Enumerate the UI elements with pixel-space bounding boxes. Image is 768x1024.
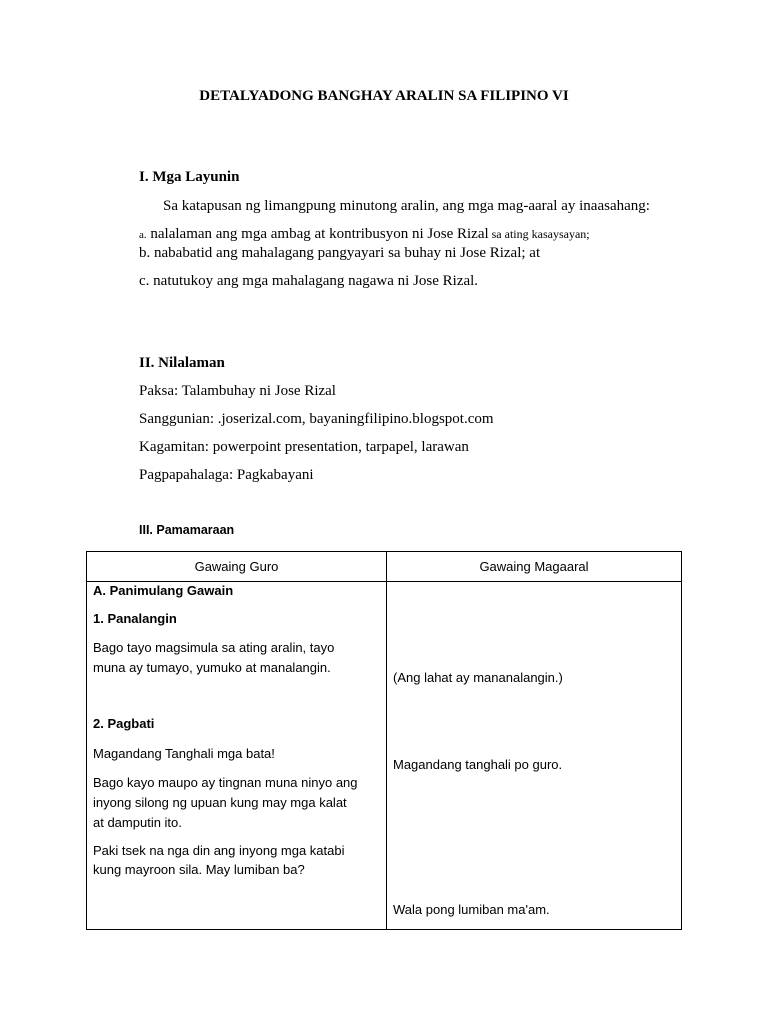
instruction-line-1: Bago kayo maupo ay tingnan muna ninyo ang [93, 775, 358, 790]
section-1-intro: Sa katapusan ng limangpung minutong aralin, ang mga mag-aaral ay inaasahang: [163, 198, 650, 214]
section-2-heading: II. Nilalaman [139, 355, 225, 371]
header-teacher-activity: Gawaing Guro [194, 559, 279, 574]
prayer-title: 1. Panalangin [93, 611, 177, 626]
content-topic: Paksa: Talambuhay ni Jose Rizal [139, 383, 336, 399]
objective-b: b. nababatid ang mahalagang pangyayari sa buhay ni Jose Rizal; at [139, 245, 541, 261]
greeting-title: 2. Pagbati [93, 716, 155, 731]
section-1-heading: I. Mga Layunin [139, 169, 240, 185]
procedure-table [86, 551, 682, 930]
student-response-attendance: Wala pong lumiban ma'am. [393, 902, 550, 917]
content-materials: Kagamitan: powerpoint presentation, tarpapel, larawan [139, 439, 469, 455]
prayer-line-1: Bago tayo magsimula sa ating aralin, tayo [93, 640, 335, 655]
content-references: Sanggunian: .joserizal.com, bayaningfilipino.blogspot.com [139, 411, 494, 427]
check-line-2: kung mayroon sila. May lumiban ba? [93, 862, 305, 877]
objective-a [139, 226, 590, 243]
instruction-line-3: at damputin ito. [93, 815, 182, 830]
objective-a-text: nalalaman ang mga ambag at kontribusyon ni Jose Rizal [146, 226, 489, 242]
objective-a-letter: a. [139, 229, 147, 241]
greeting-line: Magandang Tanghali mga bata! [93, 746, 275, 761]
section-3-heading: III. Pamamaraan [139, 523, 235, 537]
content-values: Pagpapahalaga: Pagkabayani [139, 467, 314, 483]
objective-c: c. natutukoy ang mga mahalagang nagawa ni Jose Rizal. [139, 273, 479, 289]
column-divider [386, 552, 387, 929]
prayer-line-2: muna ay tumayo, yumuko at manalangin. [93, 660, 331, 675]
student-response-prayer: (Ang lahat ay mananalangin.) [393, 670, 563, 685]
objective-a-tail: sa ating kasaysayan; [488, 227, 590, 241]
header-student-activity: Gawaing Magaaral [479, 559, 589, 574]
part-a-title: A. Panimulang Gawain [93, 583, 234, 598]
instruction-line-2: inyong silong ng upuan kung may mga kalat [93, 795, 347, 810]
student-response-greeting: Magandang tanghali po guro. [393, 757, 563, 772]
check-line-1: Paki tsek na nga din ang inyong mga katabi [93, 843, 345, 858]
document-title: DETALYADONG BANGHAY ARALIN SA FILIPINO VI [199, 88, 569, 104]
